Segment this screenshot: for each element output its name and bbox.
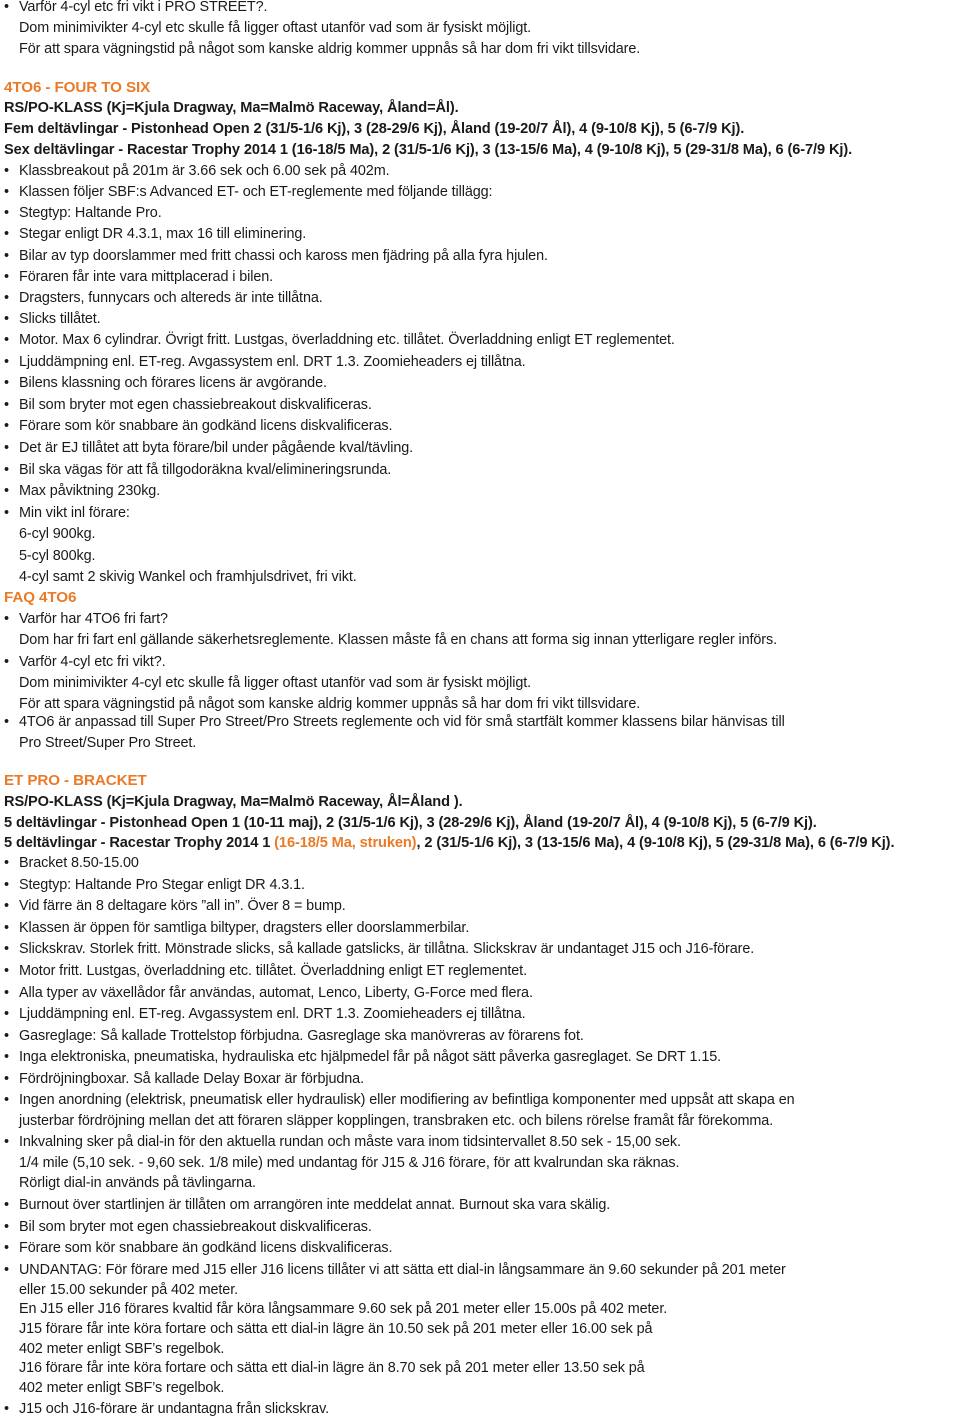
bullet: • [4,855,9,871]
section-title: 4TO6 - FOUR TO SIX [4,79,151,96]
list-continuation: justerbar fördröjning mellan det att föraren släpper kopplingen, transbraken etc. och bilens rörelse framåt får förekomma. [19,1113,774,1129]
list-item: • Klassbreakout på 201m är 3.66 sek och 6.00 sek på 402m. [0,160,960,182]
bullet: • [4,714,9,730]
list-continuation: 402 meter enligt SBF’s regelbok. [19,1341,225,1357]
bullet: • [4,248,9,264]
bullet: • [4,483,9,499]
list-item: • Dragsters, funnycars och altereds är inte tillåtna. [0,287,960,309]
list-item: • Bilar av typ doorslammer med fritt chassi och kaross men fjädring på alla fyra hjulen. [0,245,960,267]
list-item: • Stegtyp: Haltande Pro. [0,202,960,224]
list-item: • Föraren får inte vara mittplacerad i bilen. [0,266,960,288]
bullet: • [4,354,9,370]
bullet: • [4,1006,9,1022]
list-continuation: Pro Street/Super Pro Street. [19,735,197,751]
bullet: • [4,332,9,348]
bullet: • [4,1197,9,1213]
bullet: • [4,920,9,936]
list-item: • Ingen anordning (elektrisk, pneumatisk eller hydraulisk) eller modifiering av befintliga komponenter med uppsåt att skapa en [0,1089,960,1111]
list-item: • Slickskrav. Storlek fritt. Mönstrade slicks, så kallade gatslicks, är tillåtna. Slickskrav är undantaget J15 och J16-förare. [0,938,960,960]
struck-event: (16-18/5 Ma, struken) [274,835,417,851]
list-continuation: 1/4 mile (5,10 sek. - 9,60 sek. 1/8 mile) med undantag för J15 & J16 förare, för att kvalrundan ska räknas. [19,1155,680,1171]
list-item: • Varför 4-cyl etc fri vikt?. [0,651,960,673]
list-item: • Stegar enligt DR 4.3.1, max 16 till eliminering. [0,223,960,245]
list-continuation: En J15 eller J16 förares kvaltid får köra långsammare 9.60 sek på 201 meter eller 15.00s på 402 meter. [19,1301,668,1317]
list-item: • Bil som bryter mot egen chassiebreakout diskvalificeras. [0,1216,960,1238]
list-item: • Ljuddämpning enl. ET-reg. Avgassystem enl. DRT 1.3. Zoomieheaders ej tillåtna. [0,351,960,373]
list-item: • Bracket 8.50-15.00 [0,852,960,874]
list-continuation: För att spara vägningstid på något som kanske aldrig kommer uppnås så har dom fri vikt tillsvidare. [19,696,641,712]
list-item: • Inkvalning sker på dial-in för den aktuella rundan och måste vara inom tidsintervallet 8.50 sek - 15,00 sek. [0,1131,960,1153]
list-item: • 4TO6 är anpassad till Super Pro Street/Pro Streets reglemente och vid för små startfält kommer klassens bilar hänvisas till [0,711,960,733]
list-item: • Alla typer av växellådor får användas, automat, Lenco, Liberty, G-Force med flera. [0,982,960,1004]
list-item: • Max påviktning 230kg. [0,480,960,502]
list-item: • Varför 4-cyl etc fri vikt i PRO STREET?. [0,0,960,18]
list-continuation: 402 meter enligt SBF’s regelbok. [19,1380,225,1396]
bullet: • [4,1028,9,1044]
list-item: • Slicks tillåtet. [0,308,960,330]
bullet: • [4,1134,9,1150]
bullet: • [4,1240,9,1256]
list-continuation: Dom minimivikter 4-cyl etc skulle få ligger oftast utanför vad som är fysiskt möjligt. [19,675,532,691]
bullet: • [4,1401,9,1417]
list-continuation: Dom minimivikter 4-cyl etc skulle få ligger oftast utanför vad som är fysiskt möjligt. [19,20,532,36]
bullet: • [4,440,9,456]
list-item: • Ljuddämpning enl. ET-reg. Avgassystem enl. DRT 1.3. Zoomieheaders ej tillåtna. [0,1003,960,1025]
bullet: • [4,397,9,413]
class-line: RS/PO-KLASS (Kj=Kjula Dragway, Ma=Malmö Raceway, Ål=Åland ). [4,794,463,810]
bullet: • [4,290,9,306]
section-title: ET PRO - BRACKET [4,772,147,789]
bullet: • [4,985,9,1001]
bullet: • [4,184,9,200]
class-line: RS/PO-KLASS (Kj=Kjula Dragway, Ma=Malmö Raceway, Åland=Ål). [4,100,459,116]
list-item: • Motor. Max 6 cylindrar. Övrigt fritt. Lustgas, överladdning etc. tillåtet. Överladdning enligt ET reglementet. [0,329,960,351]
series-line: Sex deltävlingar - Racestar Trophy 2014 1 (16-18/5 Ma), 2 (31/5-1/6 Kj), 3 (13-15/6 Ma), 4 (9-10/8 Kj), 5 (29-31/8 Ma), 6 (6-7/9 Kj). [4,142,853,158]
series-line: 5 deltävlingar - Racestar Trophy 2014 1 (16-18/5 Ma, struken), 2 (31/5-1/6 Kj), 3 (13-15/6 Ma), 4 (9-10/8 Kj), 5 (29-31/8 Ma), 6 (6-7/9 Kj). [4,835,895,851]
weight-line: 5-cyl 800kg. [19,548,96,564]
list-item: • Varför har 4TO6 fri fart? [0,608,960,630]
list-item: • Inga elektroniska, pneumatiska, hydrauliska etc hjälpmedel får på något sätt påverka gasreglaget. Se DRT 1.15. [0,1046,960,1068]
bullet: • [4,226,9,242]
list-item: • Gasreglage: Så kallade Trottelstop förbjudna. Gasreglage ska manövreras av förarens fot. [0,1025,960,1047]
list-item: • Det är EJ tillåtet att byta förare/bil under pågående kval/tävling. [0,437,960,459]
list-continuation: Dom har fri fart enl gällande säkerhetsreglemente. Klassen måste få en chans att forma sig innan ytterligare regler införs. [19,632,777,648]
list-item: • Bilens klassning och förares licens är avgörande. [0,372,960,394]
list-continuation: J16 förare får inte köra fortare och sätta ett dial-in lägre än 8.70 sek på 201 meter eller 13.50 sek på [19,1360,645,1376]
bullet: • [4,0,9,15]
bullet: • [4,1071,9,1087]
list-item: • Motor fritt. Lustgas, överladdning etc. tillåtet. Överladdning enligt ET reglementet. [0,960,960,982]
bullet: • [4,877,9,893]
list-item: • Bil som bryter mot egen chassiebreakout diskvalificeras. [0,394,960,416]
bullet: • [4,654,9,670]
list-item: • UNDANTAG: För förare med J15 eller J16 licens tillåter vi att sätta ett dial-in långsammare än 9.60 sekunder på 201 meter [0,1259,960,1281]
bullet: • [4,1262,9,1278]
faq-title: FAQ 4TO6 [4,589,77,606]
list-item: • J15 och J16-förare är undantagna från slickskrav. [0,1398,960,1420]
bullet: • [4,963,9,979]
list-item: • Klassen följer SBF:s Advanced ET- och ET-reglemente med följande tillägg: [0,181,960,203]
list-item: • Vid färre än 8 deltagare körs ”all in”. Över 8 = bump. [0,895,960,917]
list-item: • Min vikt inl förare: [0,502,960,524]
list-continuation: J15 förare får inte köra fortare och sätta ett dial-in lägre än 10.50 sek på 201 meter eller 16.00 sek på [19,1321,653,1337]
list-continuation: eller 15.00 sekunder på 402 meter. [19,1282,239,1298]
list-continuation: Rörligt dial-in används på tävlingarna. [19,1175,256,1191]
series-line: Fem deltävlingar - Pistonhead Open 2 (31/5-1/6 Kj), 3 (28-29/6 Kj), Åland (19-20/7 Ål), 4 (9-10/8 Kj), 5 (6-7/9 Kj). [4,121,745,137]
series-line: 5 deltävlingar - Pistonhead Open 1 (10-11 maj), 2 (31/5-1/6 Kj), 3 (28-29/6 Kj), Åland (19-20/7 Ål), 4 (9-10/8 Kj), 5 (6-7/9 Kj). [4,815,817,831]
list-item: • Stegtyp: Haltande Pro Stegar enligt DR 4.3.1. [0,874,960,896]
bullet: • [4,898,9,914]
bullet: • [4,269,9,285]
bullet: • [4,1049,9,1065]
list-item: • Bil ska vägas för att få tillgodoräkna kval/elimineringsrunda. [0,459,960,481]
bullet: • [4,311,9,327]
bullet: • [4,375,9,391]
bullet: • [4,1219,9,1235]
bullet: • [4,205,9,221]
bullet: • [4,1092,9,1108]
weight-line: 4-cyl samt 2 skivig Wankel och framhjulsdrivet, fri vikt. [19,569,357,585]
list-item: • Klassen är öppen för samtliga biltyper, dragsters eller doorslammerbilar. [0,917,960,939]
bullet: • [4,163,9,179]
bullet: • [4,462,9,478]
bullet: • [4,941,9,957]
list-item: • Förare som kör snabbare än godkänd licens diskvalificeras. [0,1237,960,1259]
list-item: • Burnout över startlinjen är tillåten om arrangören inte meddelat annat. Burnout ska vara skälig. [0,1194,960,1216]
list-item: • Förare som kör snabbare än godkänd licens diskvalificeras. [0,415,960,437]
bullet: • [4,505,9,521]
list-item: • Fördröjningboxar. Så kallade Delay Boxar är förbjudna. [0,1068,960,1090]
weight-line: 6-cyl 900kg. [19,526,96,542]
list-continuation: För att spara vägningstid på något som kanske aldrig kommer uppnås så har dom fri vikt tillsvidare. [19,41,641,57]
bullet: • [4,611,9,627]
bullet: • [4,418,9,434]
